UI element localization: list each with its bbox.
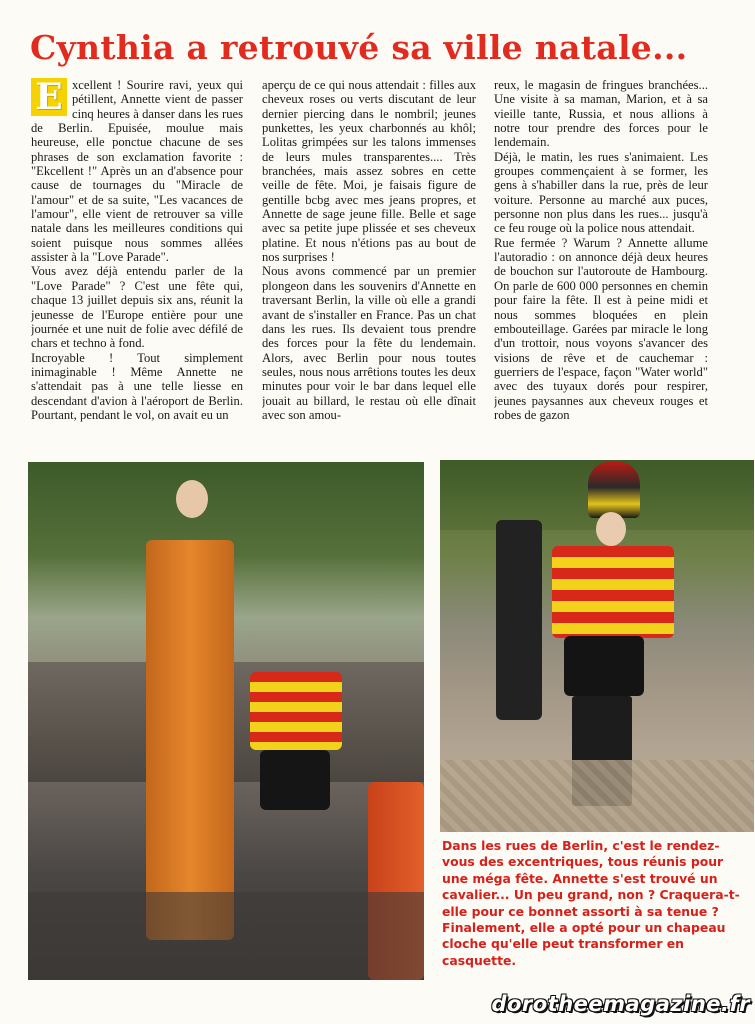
photo-caption: Dans les rues de Berlin, c'est le rendez-vous des excentriques, tous réunis pour une méga fête. Annette s'est trouvé un cavalier... Un peu grand, non ? Craquera-t-elle pour ce bonnet assorti à sa tenue ? Finalement, elle a opté pour un chapeau cloche qu'elle peut transformer en casquette. <box>442 838 740 968</box>
site-watermark: dorotheemagazine.fr <box>491 992 750 1016</box>
photo-jester-hat <box>440 460 754 832</box>
photo-bystander <box>496 520 542 720</box>
paragraph: reux, le magasin de fringues branchées... Une visite à sa maman, Marion, et à sa vieille tante, Russia, et nous allions à notre tour prendre des forces pour le lendemain. <box>494 78 708 150</box>
photo-stilt-walker-head <box>176 480 208 518</box>
text-column-2 <box>262 78 476 450</box>
photo-striped-sweater <box>552 546 674 638</box>
paragraph: Rue fermée ? Warum ? Annette allume l'autoradio : on annonce déjà deux heures de bouchon sur l'autoroute de Hambourg. On parle de 600 000 personnes en chemin pour faire la fête. Il est à peine midi et nous sommes bloquées en plein embouteillage. Garées par miracle le long d'un trottoir, nous voyons s'avancer des visions de rêve et de cauchemar : guerriers de l'espace, façon "Water world" avec des tuyaux dorés pour respirer, jeunes paysannes aux cheveux rouges et robes de gazon <box>494 235 708 422</box>
photo-road <box>28 892 424 980</box>
drop-cap: E <box>31 78 67 116</box>
photo-cobblestones <box>440 760 754 832</box>
photo-face <box>596 512 626 546</box>
text-column-1 <box>31 78 243 450</box>
photo-black-skirt <box>564 636 644 696</box>
paragraph: aperçu de ce qui nous attendait : filles aux cheveux roses ou verts discutant de leur dernier piercing dans le nombril; jeunes punkettes, les yeux charbonnés au khôl; Lolitas grimpées sur les talons immenses de leurs mules transparentes.... Très branchées, mais assez sobres en cette veille de fête. Moi, je faisais figure de gentille bcbg avec mes jeans propres, et Annette de sage jeune fille. Belle et sage avec sa petite jupe plissée et ses cheveux platine. Et nous n'étions pas au bout de nos surprises ! <box>262 78 476 265</box>
photo-hat <box>588 462 640 518</box>
paragraph: Déjà, le matin, les rues s'animaient. Les groupes commençaient à se former, les gens à s'habiller dans la rue, près de leur voiture. Personne au marché aux puces, personne non plus dans les rues... jusqu'à ce feu rouge où la police nous attendait. <box>494 149 708 236</box>
paragraph: Vous avez déjà entendu parler de la "Love Parade" ? C'est une fête qui, chaque 13 juillet depuis six ans, réunit la jeunesse de l'Europe entière pour une journée et une nuit de folie avec défilé de chars et techno à fond. <box>31 264 243 351</box>
article-title: Cynthia a retrouvé sa ville natale... <box>30 28 688 67</box>
paragraph: xcellent ! Sourire ravi, yeux qui pétillent, Annette vient de passer cinq heures à danser dans les rues de Berlin. Epuisée, moulue mais heureuse, elle ponctue chacune de ses phrases de son exclamation favorite : "Ekcellent !" Après un an d'absence pour cause de tournages du "Miracle de l'amour" et de sa suite, "Les vacances de l'amour", elle vient de retrouver sa ville natale dans les meilleures conditions qui soient puisque nous sommes allées assister à la "Love Parade". <box>31 78 243 265</box>
photo-stilt-walker <box>28 462 424 980</box>
photo-black-skirt <box>260 750 330 810</box>
photo-stilt-walker-figure <box>146 540 234 940</box>
paragraph: Incroyable ! Tout simplement inimaginable ! Même Annette ne s'attendait pas à une telle liesse en descendant d'avion à l'aéroport de Berlin. Pourtant, pendant le vol, on avait eu un <box>31 350 243 422</box>
text-column-3 <box>494 78 708 450</box>
paragraph: Nous avons commencé par un premier plongeon dans les souvenirs d'Annette en traversant Berlin, la ville où elle a grandi avant de s'installer en France. Pas un chat dans les rues. Ils devaient tous prendre des forces pour la fête du lendemain. Alors, avec Berlin pour nous toutes seules, nous nous arrêtions toutes les deux minutes pour voir le bar dans lequel elle jouait au billard, le restau où elle dînait avec son amou- <box>262 264 476 422</box>
photo-striped-sweater <box>250 672 342 750</box>
